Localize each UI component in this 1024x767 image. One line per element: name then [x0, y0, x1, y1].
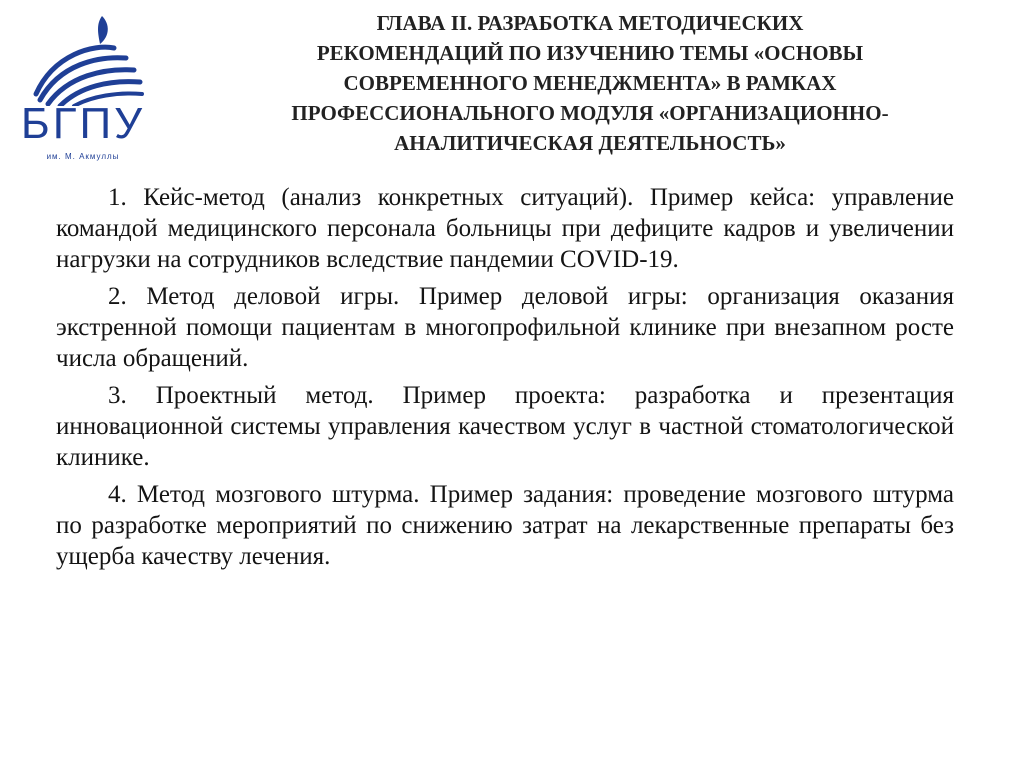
- method-brainstorm-paragraph: 4. Метод мозгового штурма. Пример задания: проведение мозгового штурма по разработке мероприятий по снижению затрат на лекарственные препараты без ущерба качеству лечения.: [56, 481, 954, 570]
- method-project-paragraph: 3. Проектный метод. Пример проекта: разработка и презентация инновационной системы управления качеством услуг в частной стоматологической клинике.: [56, 382, 954, 471]
- logo-subtitle: им. М. Акмуллы: [46, 152, 120, 161]
- page-title: [210, 8, 970, 158]
- title-line: АНАЛИТИЧЕСКАЯ ДЕЯТЕЛЬНОСТЬ»: [394, 131, 786, 155]
- title-line: СОВРЕМЕННОГО МЕНЕДЖМЕНТА» В РАМКАХ: [343, 71, 837, 95]
- method-case-paragraph: 1. Кейс-метод (анализ конкретных ситуаций). Пример кейса: управление командой медицинского персонала больницы при дефиците кадров и увеличении нагрузки на сотрудников вследствие пандемии COVID-19.: [56, 184, 954, 273]
- logo-wave-icon: [14, 14, 148, 106]
- university-logo: [14, 14, 148, 160]
- title-line: РЕКОМЕНДАЦИЙ ПО ИЗУЧЕНИЮ ТЕМЫ «ОСНОВЫ: [316, 41, 864, 65]
- title-line: ПРОФЕССИОНАЛЬНОГО МОДУЛЯ «ОРГАНИЗАЦИОННО-: [291, 101, 889, 125]
- method-business-game-paragraph: 2. Метод деловой игры. Пример деловой игры: организация оказания экстренной помощи пациентам в многопрофильной клинике при внезапном росте числа обращений.: [56, 283, 954, 372]
- title-line: ГЛАВА II. РАЗРАБОТКА МЕТОДИЧЕСКИХ: [376, 11, 804, 35]
- logo-abbreviation: БГПУ: [20, 99, 146, 148]
- methods-list: [56, 182, 954, 578]
